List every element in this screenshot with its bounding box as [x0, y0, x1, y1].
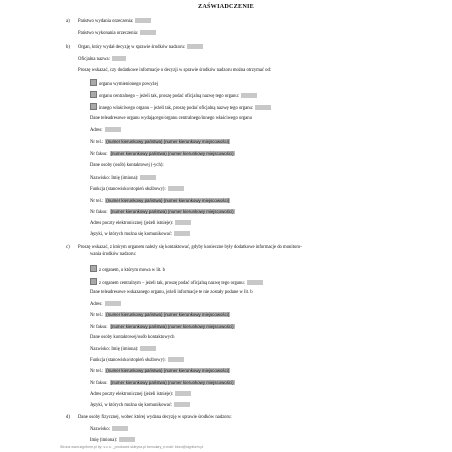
page-footer: Strona www.signform.pl by: s.c.o. _produced.skleyna.pl formulary_e-mail: biuro@signform.pl — [60, 445, 204, 449]
field-label: Adres: — [90, 128, 103, 133]
first-name-field[interactable] — [119, 437, 135, 442]
section-marker: b) — [66, 45, 70, 50]
phone-field[interactable]: (numer kierunkowy państwa) (numer kierunkowy miejscowości) — [106, 198, 230, 203]
function-field[interactable] — [168, 357, 184, 362]
state-of-execution-field[interactable] — [140, 30, 156, 35]
section-marker: a) — [66, 19, 70, 24]
field-label: Języki, w których można się komunikować: — [90, 232, 173, 237]
section-b-option-2: organu centralnego – jeżeli tak, proszę podać oficjalną nazwę tego organu: — [90, 91, 257, 100]
field-label: Nr faksu: — [90, 325, 108, 330]
name-field[interactable] — [140, 346, 156, 351]
email-field[interactable] — [175, 391, 191, 396]
section-c-phone-2 — [90, 368, 230, 375]
checkbox[interactable] — [90, 278, 97, 285]
field-label: Nr tel.: — [90, 140, 104, 145]
section-b-question: Proszę wskazać, czy dodatkowe informacje o decyzji w sprawie środków nadzoru można otrzymać od: — [78, 68, 272, 73]
section-b-official-name — [78, 56, 126, 63]
field-label: Organ, który wydał decyzję w sprawie środków nadzoru: — [78, 45, 186, 50]
email-field[interactable] — [175, 220, 191, 225]
section-c-option-1: z organem, o którym mowa w lit. b — [90, 265, 165, 274]
section-b-intro — [66, 44, 203, 51]
official-name-field[interactable] — [112, 56, 126, 61]
section-b-option-1: organu wymienionego powyżej — [90, 79, 158, 88]
section-b-function — [90, 186, 184, 193]
section-d-surname — [90, 426, 128, 433]
section-c-fax-2 — [90, 380, 235, 387]
section-c-contact-heading: Dane teleadresowe wskazanego organu, jeżeli informacje te nie zostały podane w lit. b — [90, 290, 253, 295]
section-c-languages — [90, 402, 190, 409]
section-a-state-of-issue — [66, 18, 151, 25]
section-b-email — [90, 220, 191, 227]
document-title: ZAŚWIADCZENIE — [198, 3, 254, 10]
section-c-intro: c) Proszę wskazać, z którym organem należy się kontaktować, gdyby konieczne były dodatkowe informacje do monitoro- — [66, 245, 302, 250]
phone-field[interactable]: (numer kierunkowy państwa) (numer kierunkowy miejscowości) — [106, 368, 230, 373]
section-c-address — [90, 301, 121, 308]
section-d-first-name — [90, 437, 135, 444]
other-authority-name-field[interactable] — [255, 105, 271, 110]
languages-field[interactable] — [174, 231, 190, 236]
field-label: Nr tel.: — [90, 313, 104, 318]
address-field[interactable] — [105, 301, 121, 306]
section-b-contact-heading: Dane teleadresowe organu wydającego/organu centralnego/innego właściwego organu — [90, 116, 252, 121]
fax-field[interactable]: (numer kierunkowy państwa) (numer kierunkowy miejscowości) — [110, 324, 234, 329]
section-c-contact-persons: Dane osoby kontaktowej/osób kontaktowych — [90, 335, 175, 340]
section-c-function — [90, 357, 184, 364]
section-c-fax — [90, 324, 235, 331]
section-c-name — [90, 346, 156, 353]
surname-field[interactable] — [112, 426, 128, 431]
section-marker: d) — [66, 415, 70, 420]
phone-field[interactable]: (numer kierunkowy państwa) (numer kierunkowy miejscowości) — [106, 312, 230, 317]
section-b-name — [90, 175, 156, 182]
section-b-fax-2 — [90, 209, 235, 216]
field-label: Nr faksu: — [90, 381, 108, 386]
fax-field[interactable]: (numer kierunkowy państwa) (numer kierunkowy miejscowości) — [110, 151, 234, 156]
section-c-phone — [90, 312, 230, 319]
field-label: Funkcja (stanowisko/stopień służbowy): — [90, 187, 166, 192]
checkbox[interactable] — [90, 91, 97, 98]
languages-field[interactable] — [174, 402, 190, 407]
section-b-phone — [90, 139, 230, 146]
phone-field[interactable]: (numer kierunkowy państwa) (numer kierunkowy miejscowości) — [106, 139, 230, 144]
checkbox[interactable] — [90, 103, 97, 110]
field-label: Nr faksu: — [90, 210, 108, 215]
field-label: Nr tel.: — [90, 369, 104, 374]
section-marker: c) — [66, 245, 70, 250]
checkbox[interactable] — [90, 265, 97, 272]
section-b-address — [90, 127, 121, 134]
field-label: Adres: — [90, 302, 103, 307]
fax-field[interactable]: (numer kierunkowy państwa) (numer kierunkowy miejscowości) — [110, 209, 234, 214]
field-label: Państwo wydania orzeczenia: — [78, 19, 134, 24]
checkbox[interactable] — [90, 79, 97, 86]
section-c-option-2: z organem centralnym – jeżeli tak, proszę podać oficjalną nazwę tego organu: — [90, 278, 263, 287]
field-label: Adres poczty elektronicznej (jeżeli istnieje): — [90, 392, 174, 397]
field-label: Języki, w których można się komunikować: — [90, 403, 173, 408]
section-b-languages — [90, 231, 190, 238]
field-label: Oficjalna nazwa: — [78, 57, 110, 62]
state-of-issue-field[interactable] — [135, 18, 151, 23]
section-b-fax — [90, 151, 235, 158]
section-a-state-of-execution — [78, 30, 156, 37]
section-c-email — [90, 391, 191, 398]
section-d-intro: d) Dane osoby fizycznej, wobec której wydana decyzję w sprawie środków nadzoru: — [66, 415, 232, 420]
section-b-option-3: innego właściwego organu – jeżeli tak, proszę podać oficjalną nazwę tego organu: — [90, 103, 271, 112]
field-label: Funkcja (stanowisko/stopień służbowy): — [90, 358, 166, 363]
field-label: Nazwisko: Imię (imiona): — [90, 176, 139, 181]
address-field[interactable] — [105, 127, 121, 132]
name-field[interactable] — [140, 175, 156, 180]
central-authority-name-field[interactable] — [241, 93, 257, 98]
field-label: Imię (imiona): — [90, 438, 118, 443]
field-label: Państwo wykonania orzeczenia: — [78, 31, 139, 36]
function-field[interactable] — [168, 186, 184, 191]
fax-field[interactable]: (numer kierunkowy państwa) (numer kierunkowy miejscowości) — [110, 380, 234, 385]
section-b-contact-persons: Dane osoby (osób) kontaktowej (-ych): — [90, 163, 164, 168]
section-c-intro-cont: wania środków nadzoru: — [90, 252, 137, 257]
field-label: Adres poczty elektronicznej (jeżeli istnieje): — [90, 221, 174, 226]
field-label: Nr faksu: — [90, 152, 108, 157]
field-label: Nazwisko: — [90, 427, 111, 432]
field-label: Nazwisko: Imię (imiona): — [90, 347, 139, 352]
issuing-authority-field[interactable] — [187, 44, 203, 49]
field-label: Nr tel.: — [90, 199, 104, 204]
section-b-phone-2 — [90, 198, 230, 205]
central-authority-name-field[interactable] — [247, 280, 263, 285]
